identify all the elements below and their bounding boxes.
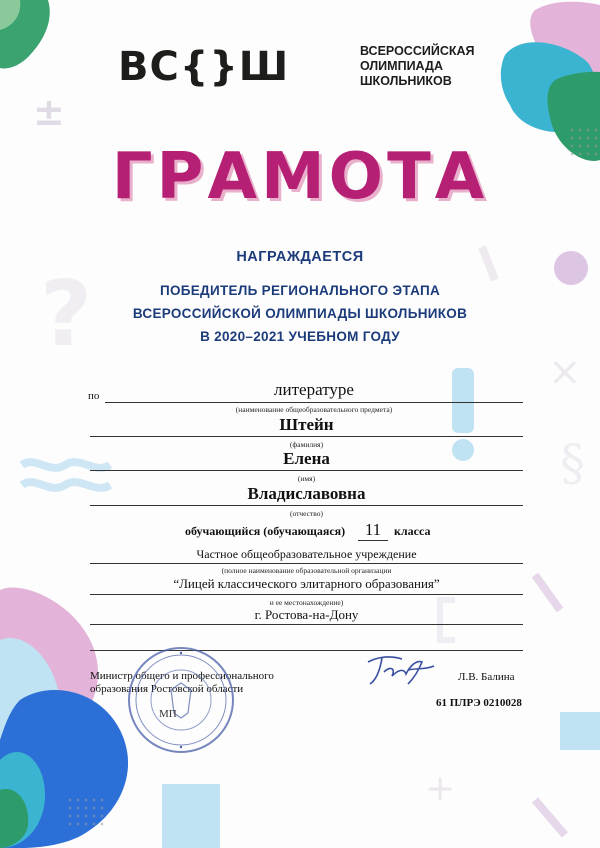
subject-value: литературе — [274, 380, 354, 399]
surname-caption: (фамилия) — [289, 440, 324, 449]
awarded-heading: НАГРАЖДАЕТСЯ — [236, 249, 364, 265]
logo-text-line: ВСЕРОССИЙСКАЯ — [360, 44, 475, 58]
serial-number: 61 ПЛРЭ 0210028 — [436, 697, 522, 709]
patronymic-line — [90, 505, 523, 506]
patronymic-value: Владиславовна — [247, 484, 366, 503]
certificate-title: ГРАМОТА — [111, 140, 489, 214]
name-line — [90, 470, 523, 471]
ministry-line: образования Ростовской области — [90, 683, 244, 695]
signatory-name: Л.В. Балина — [458, 671, 515, 683]
ministry-line: Министр общего и профессионального — [90, 670, 274, 682]
winner-line-3: В 2020–2021 УЧЕБНОМ ГОДУ — [200, 329, 400, 344]
surname-value: Штейн — [279, 415, 334, 434]
svg-text:§: § — [560, 434, 585, 492]
org-caption: (полное наименование образовательной организации — [221, 566, 392, 575]
name-caption: (имя) — [297, 474, 316, 483]
logo-text-line: ШКОЛЬНИКОВ — [360, 74, 452, 88]
org-value-1: Частное общеобразовательное учреждение — [196, 547, 417, 561]
location-value: г. Ростова-на-Дону — [254, 607, 359, 622]
grade-value: 11 — [364, 520, 382, 539]
org-line-2 — [90, 594, 523, 595]
svg-text:±: ± — [33, 90, 65, 134]
official-seal — [126, 645, 236, 755]
logo-text-line: ОЛИМПИАДА — [360, 59, 443, 73]
svg-text:?: ? — [40, 262, 93, 367]
org-line-1 — [90, 563, 523, 564]
grade-line — [358, 540, 388, 541]
winner-line-1: ПОБЕДИТЕЛЬ РЕГИОНАЛЬНОГО ЭТАПА — [159, 283, 441, 298]
location-caption: и ее местонахождение) — [269, 598, 344, 607]
student-label: обучающийся (обучающаяся) — [185, 524, 346, 538]
patronymic-caption: (отчество) — [289, 509, 324, 518]
svg-text:×: × — [548, 349, 582, 395]
location-line — [90, 624, 523, 625]
olympiad-logo-text — [360, 44, 475, 89]
svg-text:+: + — [425, 768, 456, 809]
signature — [362, 650, 442, 690]
subject-line — [105, 402, 523, 403]
name-value: Елена — [283, 449, 330, 468]
grade-label: класса — [394, 524, 431, 538]
winner-line-2: ВСЕРОССИЙСКОЙ ОЛИМПИАДЫ ШКОЛЬНИКОВ — [132, 306, 468, 321]
subject-caption: (наименование общеобразовательного предмета) — [235, 405, 393, 414]
org-value-2: “Лицей классического элитарного образования” — [173, 576, 440, 591]
seal-mp-label: МП — [159, 708, 177, 720]
surname-line — [90, 436, 523, 437]
po-label: по — [88, 390, 100, 402]
olympiad-logo-mark: ВС{}Ш — [118, 44, 290, 90]
